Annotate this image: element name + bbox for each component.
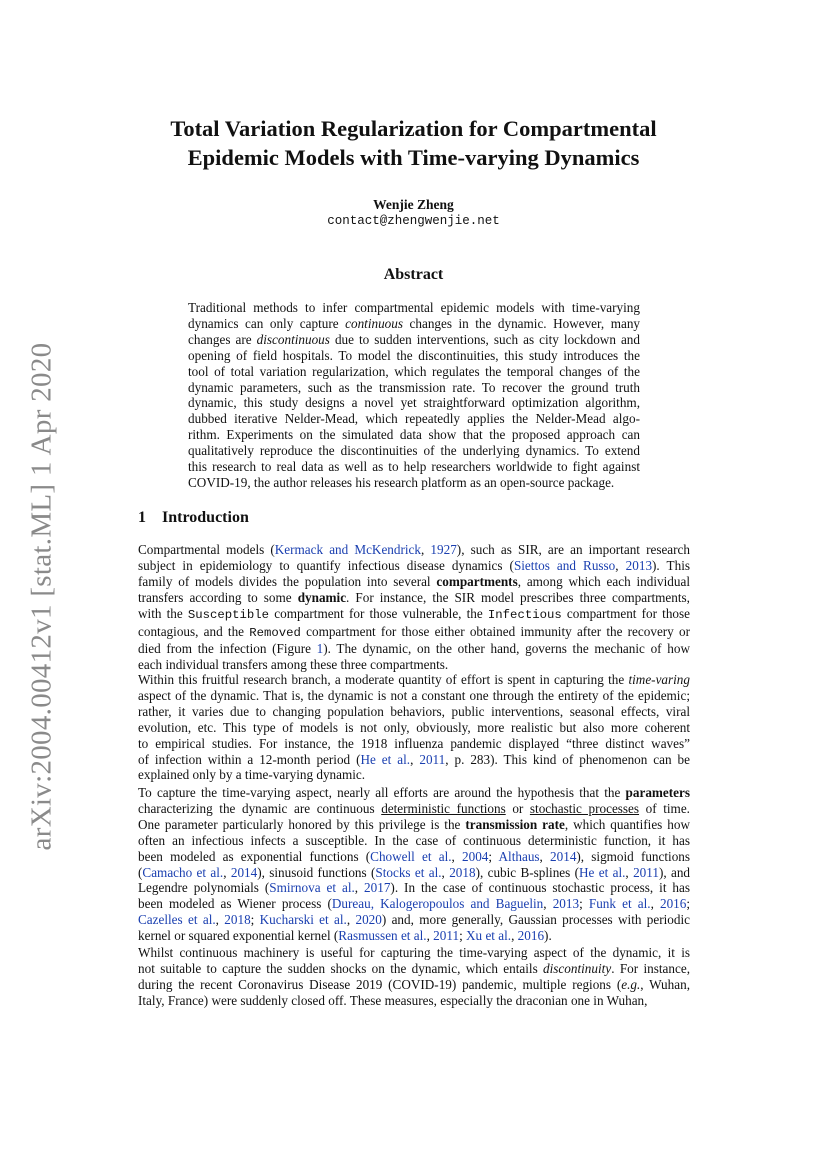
abstract-body [188, 300, 640, 491]
arxiv-identifier [22, 336, 62, 856]
abstract-line: dubbed iterative Nelder-Mead, which repeatedly applies the Nelder-Mead algo- [188, 411, 640, 427]
abstract-line: qualitatively reproduce the discontinuities of the underlying dynamics. To extend [188, 443, 640, 459]
paragraph-2 [138, 672, 690, 783]
citation-link[interactable]: Dureau, Kalogeropoulos and Baguelin [331, 896, 544, 912]
citation-link[interactable]: Rasmussen et al. [338, 928, 427, 944]
paragraph-line: been modeled as Wiener process (Dureau, Kalogeropoulos and Baguelin, 2013; Funk et al., 2016; [138, 896, 691, 912]
citation-link[interactable]: 2018 [449, 864, 476, 880]
paragraph-line: often an infectious infects a susceptible. In the case of continuous deterministic function, it has [138, 832, 690, 848]
paragraph-line: Cazelles et al., 2018; Kucharski et al., 2020) and, more generally, Gaussian processes with periodic [138, 912, 690, 928]
title-line-1: Total Variation Regularization for Compartmental [170, 116, 657, 141]
citation-link[interactable]: 2016 [659, 896, 687, 912]
citation-link[interactable]: Siettos and Russo [513, 557, 616, 573]
underlined-term: deterministic functions [381, 800, 506, 816]
paragraph-line: to empirical studies. For instance, the 1918 influenza pandemic displayed “three distinct waves” [138, 735, 690, 751]
emphasis: discontinuity [543, 960, 612, 976]
section-title: Introduction [162, 509, 249, 526]
paragraph-4 [138, 945, 690, 1009]
arxiv-identifier-text: arXiv:2004.00412v1 [stat.ML] 1 Apr 2020 [25, 342, 58, 850]
abstract-heading: Abstract [383, 266, 444, 283]
abstract-line: COVID-19, the author releases his research platform as an open-source package. [188, 474, 615, 490]
paragraph-line: Compartmental models (Kermack and McKendrick, 1927), such as SIR, are an important research [138, 542, 690, 557]
paragraph-line: Legendre polynomials (Smirnova et al., 2017). In the case of continuous stochastic process, it has [138, 880, 691, 896]
citation-link[interactable]: Funk et al. [588, 896, 651, 912]
paragraph-line: not suitable to capture the sudden shocks on the dynamic, which entails discontinuity. For instance, [138, 960, 690, 976]
citation-link[interactable]: Cazelles et al. [138, 912, 216, 928]
paragraph-line: of infection within a 12-month period (He et al., 2011, p. 283). This kind of phenomenon can be [138, 751, 690, 767]
abstract-line: dynamic parameters, such as the transmission rate. To recover the ground truth [188, 379, 640, 395]
author-name: Wenjie Zheng [373, 197, 454, 212]
paragraph-line: explained only by a time-varying dynamic. [138, 767, 366, 783]
citation-link[interactable]: 2014 [550, 848, 577, 864]
paragraph-line: Within this fruitful research branch, a moderate quantity of effort is spent in capturing the time-varing [138, 672, 690, 687]
citation-link[interactable]: 2014 [230, 864, 258, 880]
abstract-line: dynamics can only capture continuous changes in the dynamic. However, many [188, 315, 641, 331]
paragraph-line: transfers according to some dynamic. For instance, the SIR model prescribes three compartments, [138, 589, 690, 605]
paragraph-1 [138, 542, 690, 673]
paragraph-line: contagious, and the Removed compartment for those either obtained immunity after the recovery or [138, 623, 690, 640]
bold-term: parameters [625, 785, 690, 800]
emphasis: time-varing [628, 672, 690, 687]
bold-term: dynamic [297, 589, 347, 605]
code-term: Susceptible [187, 607, 270, 622]
author-block [0, 196, 827, 230]
citation-link[interactable]: 2011 [433, 928, 460, 944]
code-term: Infectious [487, 607, 562, 622]
paragraph-line: been modeled as exponential functions (Chowell et al., 2004; Althaus, 2014), sigmoid functions [138, 848, 691, 864]
citation-link[interactable]: He et al. [360, 751, 411, 767]
paragraph-line: One parameter particularly honored by this privilege is the transmission rate, which quantifies how [138, 816, 690, 832]
citation-link[interactable]: Smirnova et al. [269, 880, 355, 896]
citation-link[interactable]: 1 [316, 641, 324, 657]
paragraph-line: subject in epidemiology to quantify infectious disease dynamics (Siettos and Russo, 2013). This [138, 557, 690, 573]
citation-link[interactable]: He et al. [579, 864, 626, 880]
paper-title [100, 114, 727, 172]
title-line-2: Epidemic Models with Time-varying Dynamics [187, 145, 640, 170]
paragraph-3 [138, 785, 690, 944]
emphasis: discontinuous [256, 331, 330, 347]
citation-link[interactable]: Chowell et al. [370, 848, 452, 864]
citation-link[interactable]: 2017 [364, 880, 391, 896]
citation-link[interactable]: Stocks et al. [375, 864, 442, 880]
paragraph-line: each individual transfers among these three compartments. [138, 657, 449, 673]
paragraph-line: To capture the time-varying aspect, nearly all efforts are around the hypothesis that the parameters [138, 785, 690, 800]
paragraph-line: aspect of the dynamic. That is, the dynamic is not a constant one through the entirety of the epidemic; [138, 687, 690, 703]
citation-link[interactable]: 2016 [517, 928, 545, 944]
abstract-line: rithm. Experiments on the simulated data show that the proposed approach can [188, 427, 640, 443]
abstract-line: this research to real data as well as to help researchers worldwide to fight against [188, 459, 640, 475]
underlined-term: stochastic processes [529, 800, 640, 816]
citation-link[interactable]: 2020 [355, 912, 382, 928]
section-number: 1 [138, 509, 146, 526]
section-heading [138, 509, 249, 527]
code-term: Removed [249, 625, 301, 640]
citation-link[interactable]: Camacho et al. [142, 864, 224, 880]
abstract-line: dynamic, this study designs a novel yet straightforward optimization algorithm, [188, 395, 640, 411]
paragraph-line: Whilst continuous machinery is useful for capturing the time-varying aspect of the dynamic, it is [138, 945, 690, 960]
citation-link[interactable]: Althaus [498, 848, 540, 864]
paragraph-line: died from the infection (Figure 1). The dynamic, on the other hand, governs the mechanic of how [138, 641, 690, 657]
author-email: contact@zhengwenjie.net [327, 214, 500, 228]
emphasis: e.g. [621, 976, 641, 992]
paragraph-line: during the recent Coronavirus Disease 2019 (COVID-19) pandemic, multiple regions (e.g., Wuhan, [138, 976, 690, 992]
emphasis: continuous [345, 315, 404, 331]
paragraph-line: with the Susceptible compartment for those vulnerable, the Infectious compartment for those [138, 605, 690, 622]
paragraph-line: (Camacho et al., 2014), sinusoid functions (Stocks et al., 2018), cubic B-splines (He et al., 2011), and [138, 864, 691, 880]
citation-link[interactable]: 2004 [462, 848, 489, 864]
abstract-line: tool of total variation regularization, which regulates the temporal changes of the [188, 363, 640, 379]
citation-link[interactable]: 2018 [224, 912, 251, 928]
bold-term: transmission rate [465, 816, 565, 832]
paragraph-line: family of models divides the population into several compartments, among which each individual [138, 573, 690, 589]
citation-link[interactable]: 2013 [625, 557, 653, 573]
abstract-line: opening of field hospitals. To model the discontinuities, this study introduces the [188, 347, 640, 363]
citation-link[interactable]: 2011 [633, 864, 659, 880]
citation-link[interactable]: 2011 [419, 751, 446, 767]
abstract-line: Traditional methods to infer compartmental epidemic models with time-varying [188, 300, 640, 315]
abstract-line: changes are discontinuous due to sudden interventions, such as city lockdown and [188, 331, 640, 347]
paragraph-line: evolution, etc. This type of models is not only, obviously, more realistic but also more coherent [138, 719, 690, 735]
paragraph-line: rather, it varies due to changing population behaviors, public interventions, seasonal effects, viral [138, 703, 690, 719]
citation-link[interactable]: 2013 [552, 896, 580, 912]
paragraph-line: Italy, France) were suddenly closed off. These measures, especially the draconian one in Wuhan, [138, 992, 648, 1008]
paragraph-line: characterizing the dynamic are continuous deterministic functions or stochastic processes of time. [138, 800, 690, 816]
citation-link[interactable]: Kermack and McKendrick [274, 542, 421, 557]
citation-link[interactable]: Xu et al. [466, 928, 512, 944]
citation-link[interactable]: Kucharski et al. [259, 912, 347, 928]
citation-link[interactable]: 1927 [430, 542, 457, 557]
bold-term: compartments [436, 573, 518, 589]
paragraph-line: kernel or squared exponential kernel (Rasmussen et al., 2011; Xu et al., 2016). [138, 928, 552, 944]
